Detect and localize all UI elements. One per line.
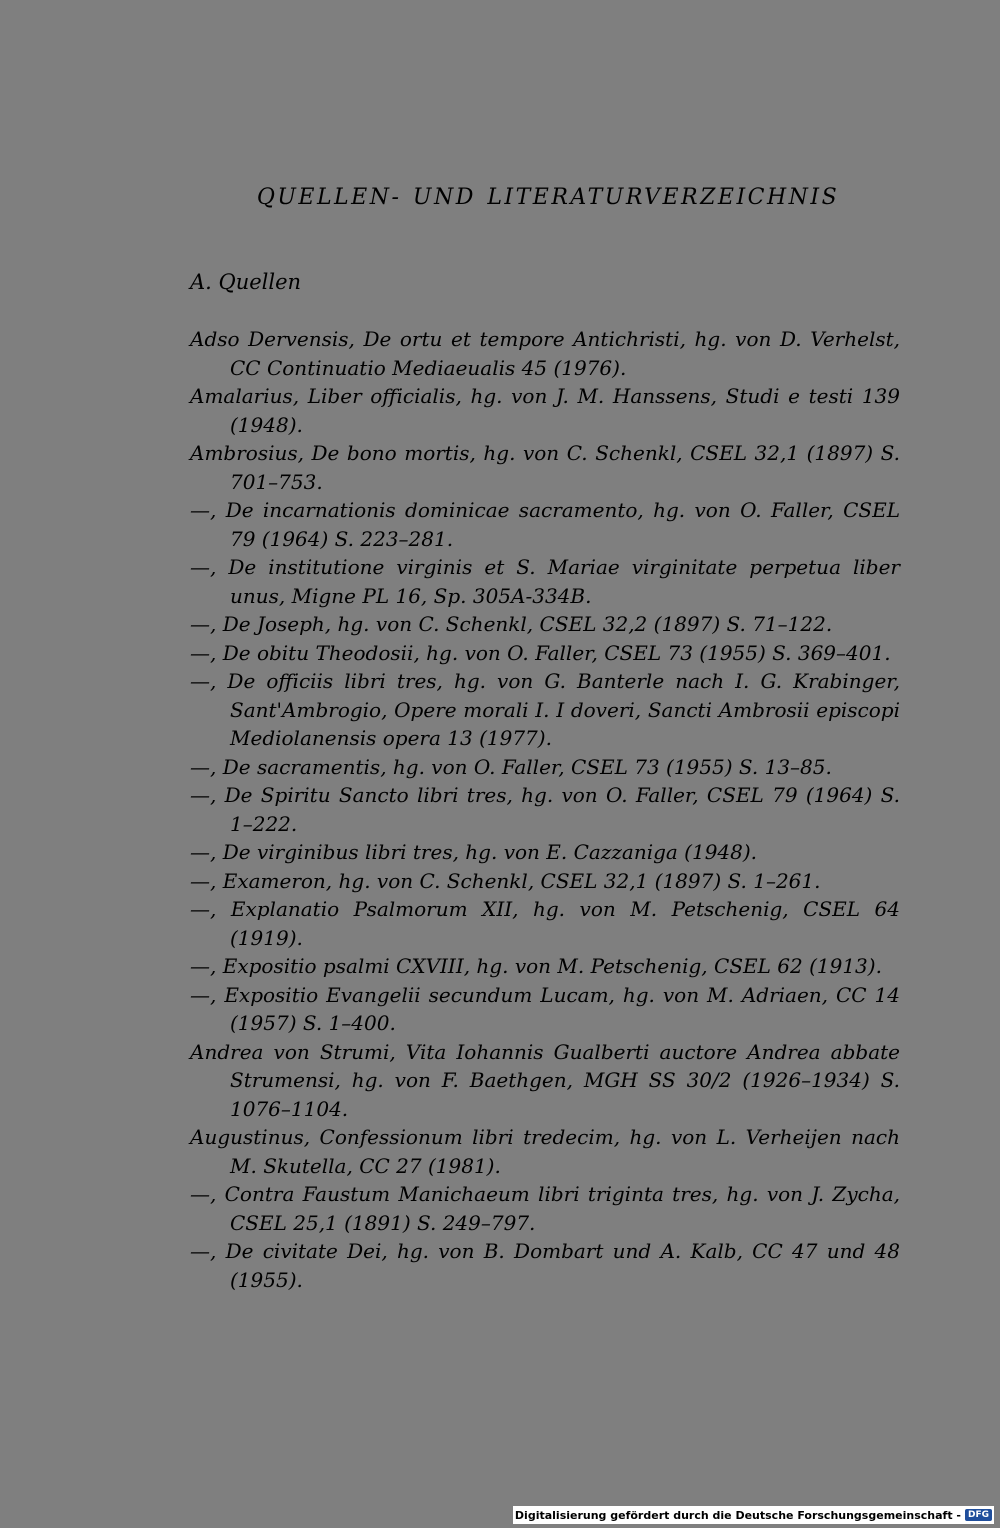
bibliography-entry: Andrea von Strumi, Vita Iohannis Gualberti auctore Andrea abbate Strumensi, hg. von F. Baethgen, MGH SS 30/2 (1926–1934) S. 1076–1104. (190, 1039, 900, 1121)
bibliography-entry: Ambrosius, De bono mortis, hg. von C. Schenkl, CSEL 32,1 (1897) S. 701–753. (190, 441, 900, 494)
bibliography-entry: Amalarius, Liber officialis, hg. von J. M. Hanssens, Studi e testi 139 (1948). (190, 384, 900, 437)
bibliography-entry: Adso Dervensis, De ortu et tempore Antichristi, hg. von D. Verhelst, CC Continuatio Mediaeualis 45 (1976). (190, 327, 900, 380)
bibliography-entry: —, De Joseph, hg. von C. Schenkl, CSEL 32,2 (1897) S. 71–122. (190, 612, 833, 636)
footer-text: Digitalisierung gefördert durch die Deutsche Forschungsgemeinschaft - (514, 1508, 961, 1522)
page-title: QUELLEN- UND LITERATURVERZEICHNIS (256, 185, 840, 210)
bibliography-entry: —, Explanatio Psalmorum XII, hg. von M. Petschenig, CSEL 64 (1919). (190, 897, 900, 950)
bibliography-entry: —, De sacramentis, hg. von O. Faller, CSEL 73 (1955) S. 13–85. (190, 754, 832, 779)
bibliography-entry: Augustinus, Confessionum libri tredecim, hg. von L. Verheijen nach M. Skutella, CC 27 (1981). (190, 1125, 900, 1178)
bibliography-entry: —, De Spiritu Sancto libri tres, hg. von O. Faller, CSEL 79 (1964) S. 1–222. (190, 783, 900, 836)
bibliography-list (190, 325, 900, 1294)
dfg-logo-icon: DFG (965, 1509, 992, 1521)
bibliography-entry: —, De officiis libri tres, hg. von G. Banterle nach I. G. Krabinger, Sant'Ambrogio, Opere morali I. I doveri, Sancti Ambrosii episcopi Mediolanensis opera 13 (1977). (190, 669, 900, 750)
bibliography-entry: —, Contra Faustum Manichaeum libri triginta tres, hg. von J. Zycha, CSEL 25,1 (1891) S. 249–797. (190, 1182, 900, 1235)
bibliography-entry: —, Expositio Evangelii secundum Lucam, hg. von M. Adriaen, CC 14 (1957) S. 1–400. (190, 982, 900, 1035)
bibliography-entry: —, Expositio psalmi CXVIII, hg. von M. Petschenig, CSEL 62 (1913). (190, 954, 882, 978)
bibliography-entry: —, De virginibus libri tres, hg. von E. Cazzaniga (1948). (190, 840, 758, 864)
funding-footer (513, 1506, 994, 1524)
bibliography-entry: —, De civitate Dei, hg. von B. Dombart und A. Kalb, CC 47 und 48 (1955). (190, 1239, 900, 1292)
section-heading: A. Quellen (190, 270, 302, 294)
bibliography-entry: —, De institutione virginis et S. Mariae virginitate perpetua liber unus, Migne PL 16, Sp. 305A-334B. (190, 555, 900, 608)
bibliography-entry: —, De incarnationis dominicae sacramento, hg. von O. Faller, CSEL 79 (1964) S. 223–281. (190, 498, 900, 551)
bibliography-entry: —, De obitu Theodosii, hg. von O. Faller, CSEL 73 (1955) S. 369–401. (190, 640, 891, 665)
bibliography-entry: —, Exameron, hg. von C. Schenkl, CSEL 32,1 (1897) S. 1–261. (190, 868, 821, 893)
